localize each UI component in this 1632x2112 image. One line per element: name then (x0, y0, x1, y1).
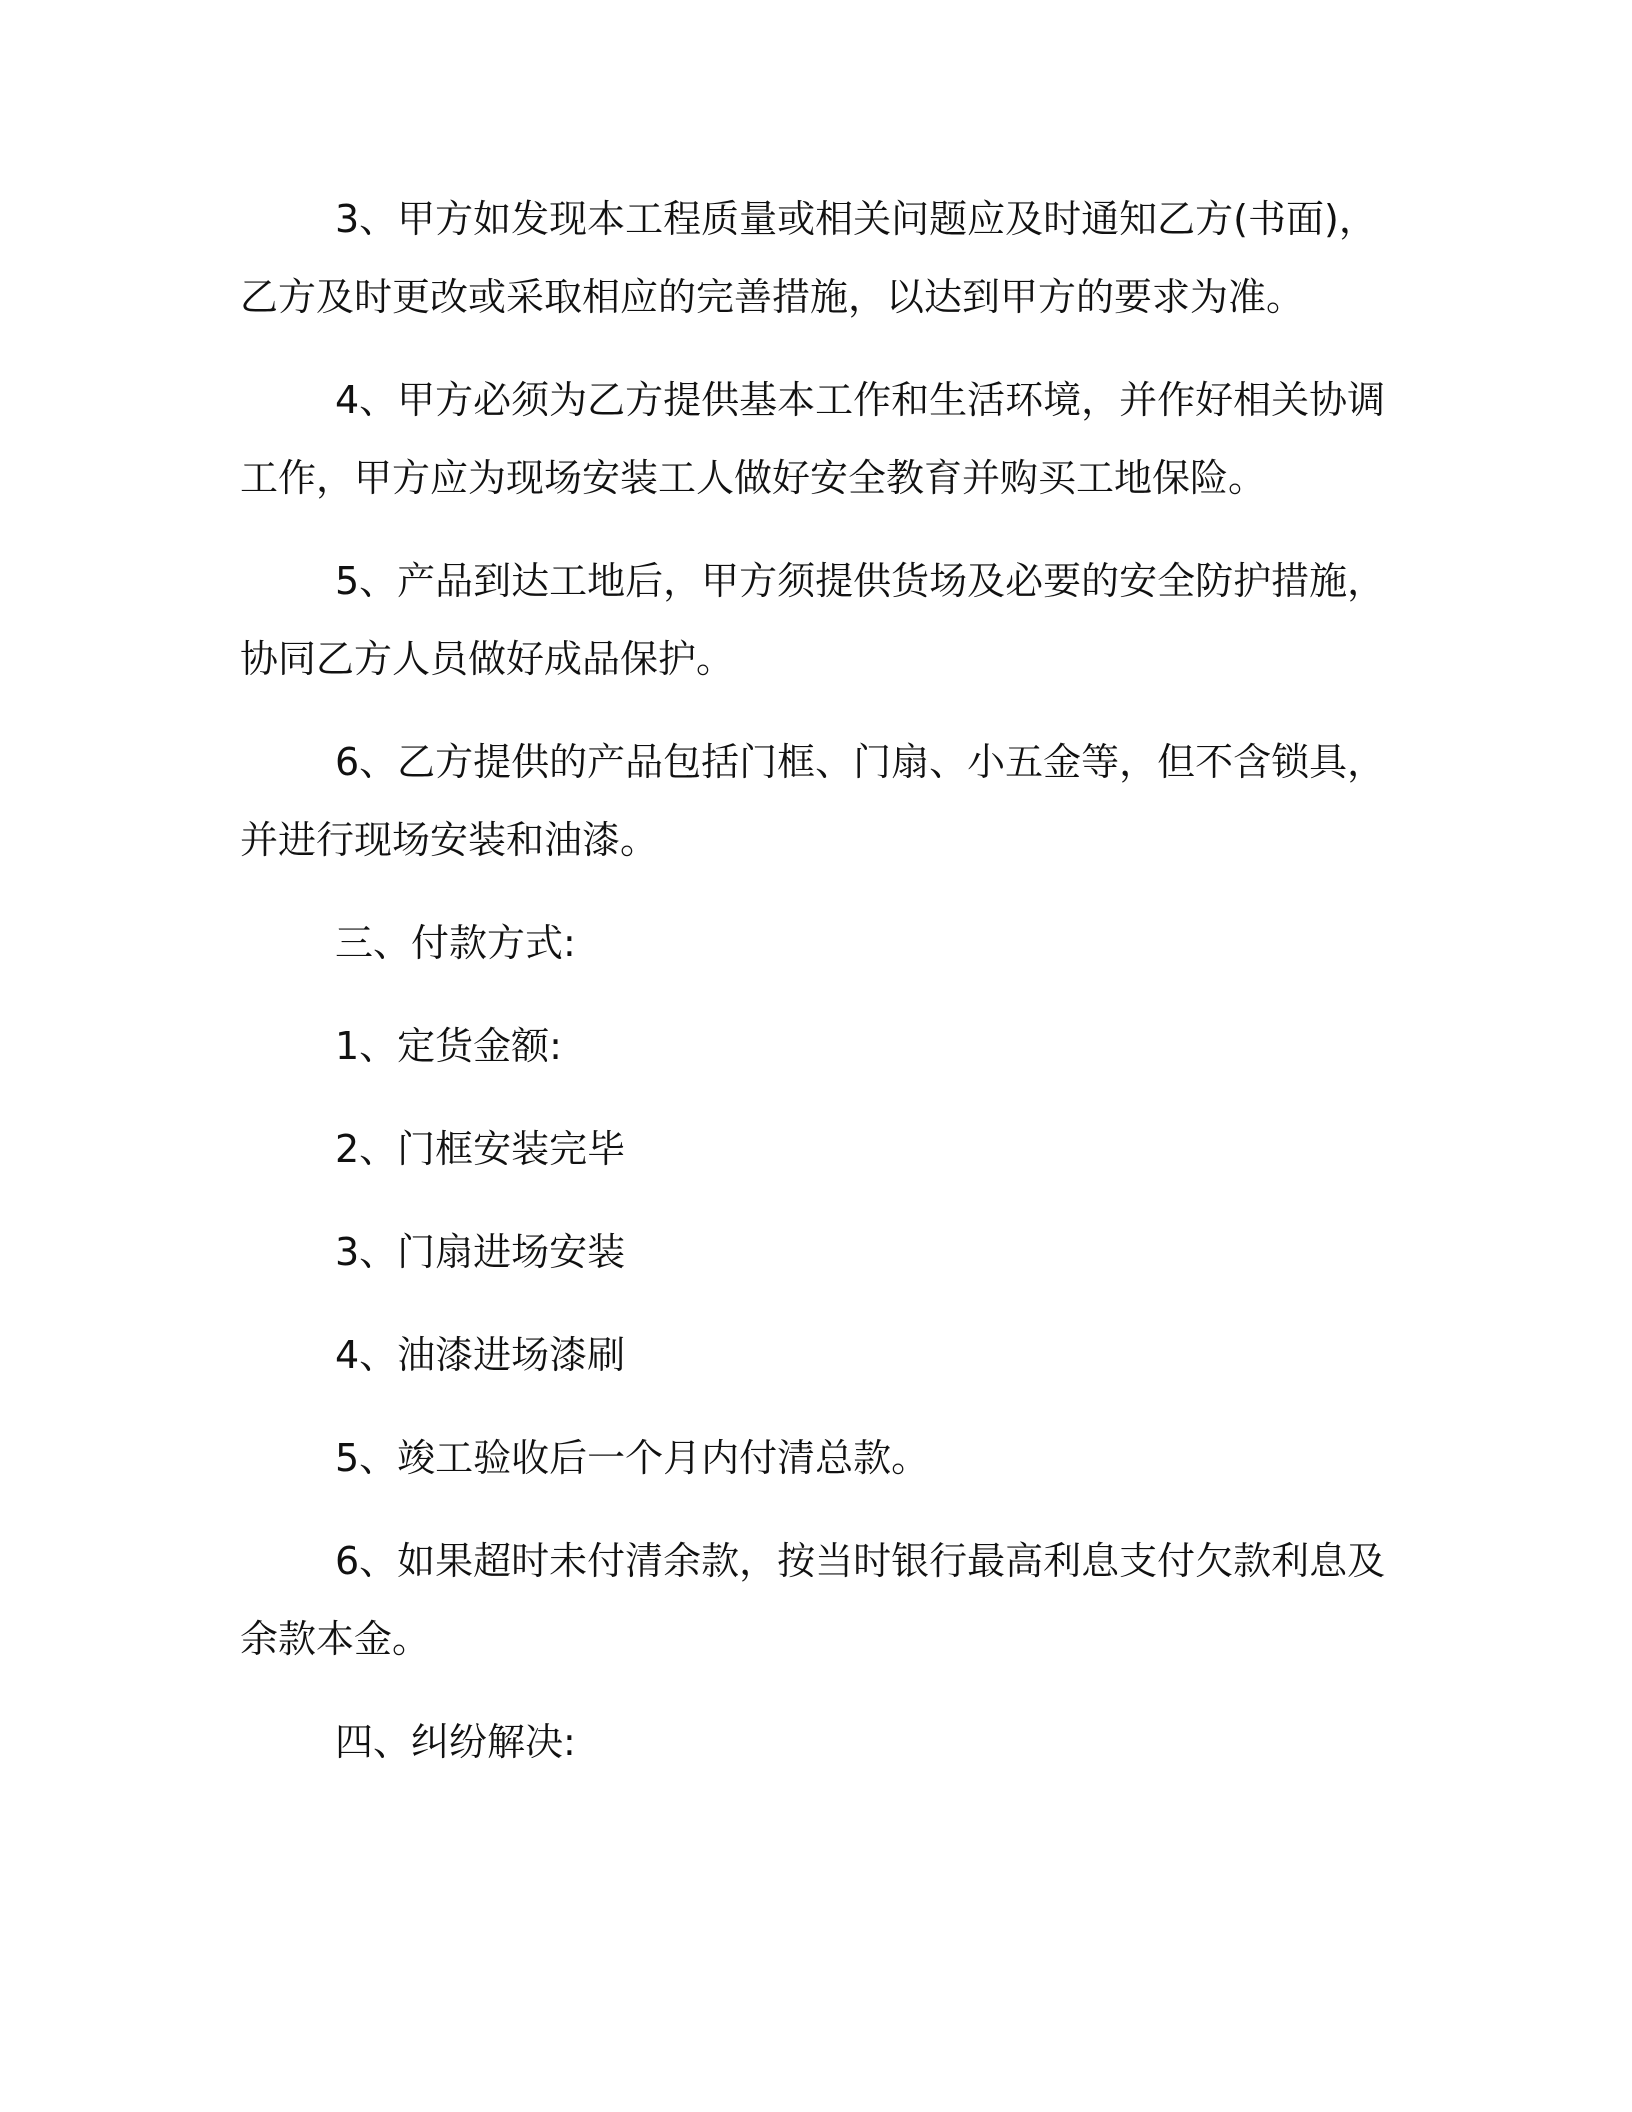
payment-item-5: 5、竣工验收后一个月内付清总款。 (335, 1436, 930, 1480)
document-body (240, 180, 1392, 1806)
clause-3-quality-notice: 3、甲方如发现本工程质量或相关问题应及时通知乙方(书面)，乙方及时更改或采取相应的完善措施，以达到甲方的要求为准。 (240, 197, 1377, 319)
payment-item-2: 2、门框安装完毕 (335, 1127, 626, 1171)
payment-item-1: 1、定货金额: (335, 1024, 562, 1068)
payment-item-3: 3、门扇进场安装 (335, 1230, 626, 1274)
section-3-heading-payment: 三、付款方式: (335, 921, 576, 965)
payment-item-6: 6、如果超时未付清余款，按当时银行最高利息支付欠款利息及余款本金。 (240, 1539, 1386, 1661)
clause-5-site-protection: 5、产品到达工地后，甲方须提供货场及必要的安全防护措施，协同乙方人员做好成品保护。 (240, 559, 1386, 681)
clause-4-work-environment: 4、甲方必须为乙方提供基本工作和生活环境，并作好相关协调工作，甲方应为现场安装工人做好安全教育并购买工地保险。 (240, 378, 1386, 500)
payment-item-4: 4、油漆进场漆刷 (335, 1333, 626, 1377)
section-4-heading-dispute: 四、纠纷解决: (335, 1720, 576, 1764)
clause-6-product-scope: 6、乙方提供的产品包括门框、门扇、小五金等，但不含锁具，并进行现场安装和油漆。 (240, 740, 1386, 862)
